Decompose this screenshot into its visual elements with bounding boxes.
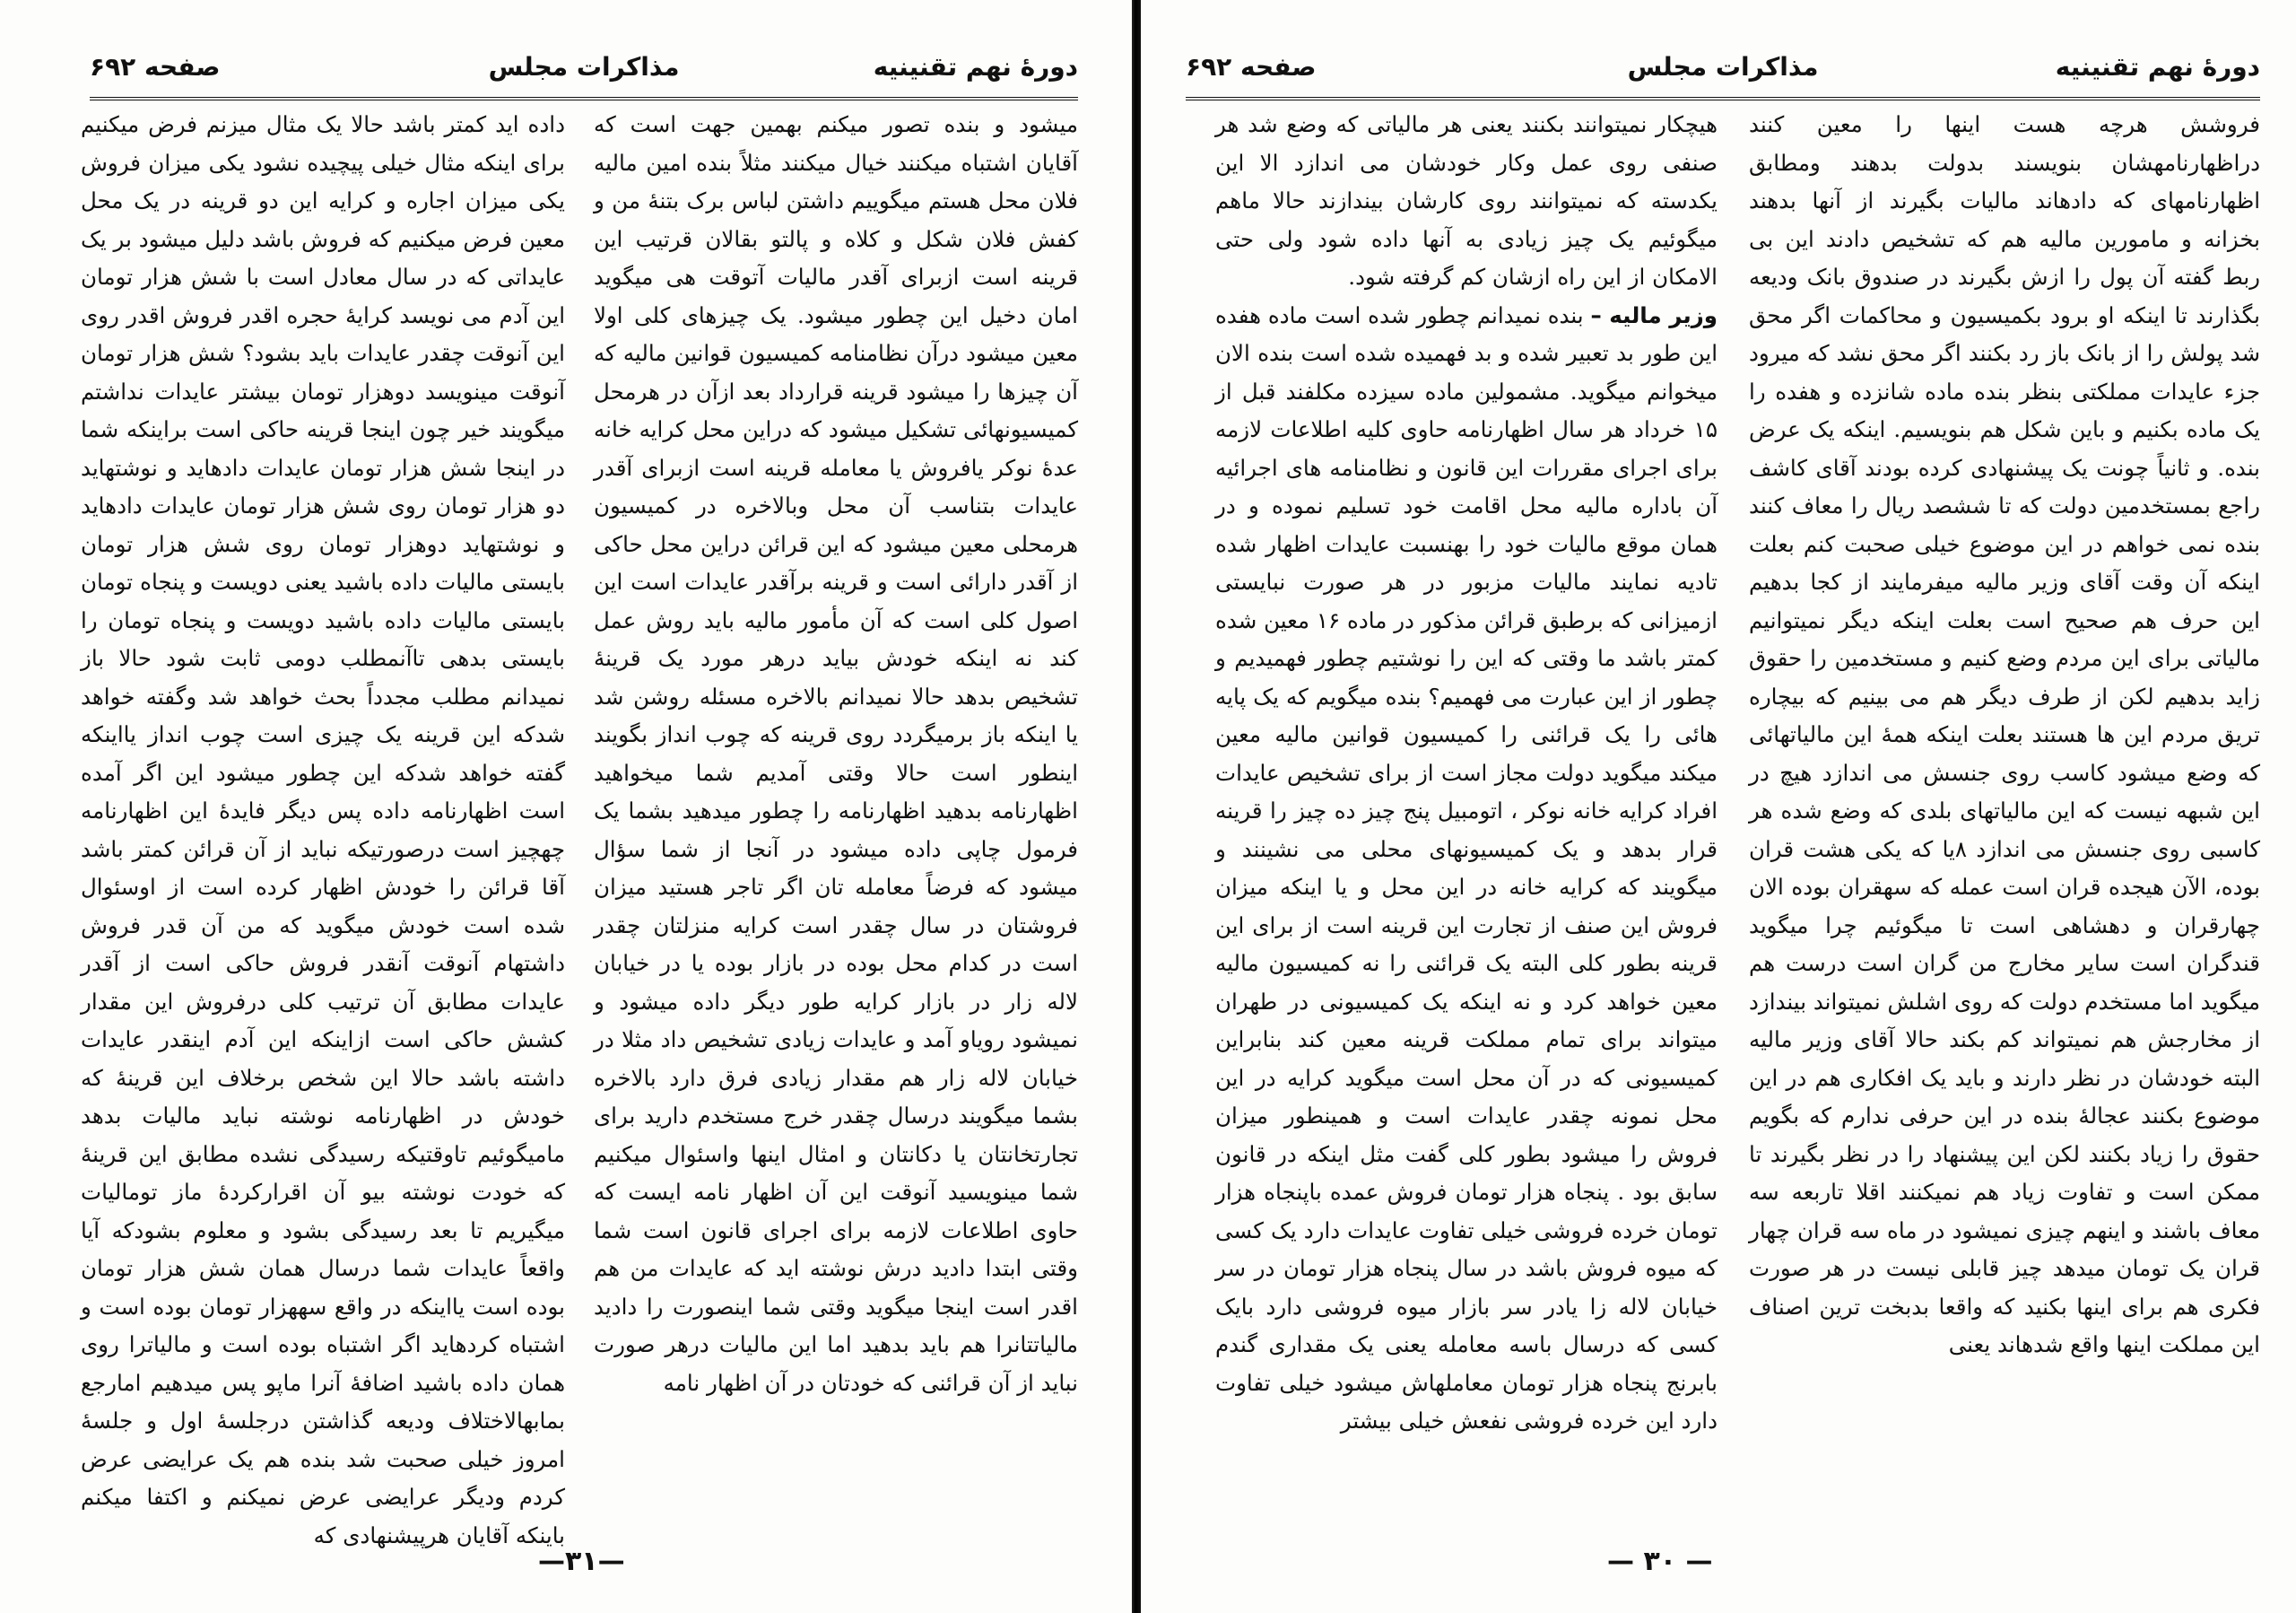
- right-header-page-label: صفحه ۶۹۲: [1186, 52, 1317, 82]
- right-header-title: مذاکرات مجلس: [1627, 52, 1819, 82]
- right-page-header: [1186, 47, 2260, 100]
- left-page-column-right: [594, 106, 1078, 1532]
- right-page-column-right: [1749, 106, 2260, 1532]
- left-page-number: —٣١—: [538, 1546, 625, 1577]
- right-page-number: — ٣٠ —: [1607, 1546, 1713, 1577]
- left-header-title: مذاکرات مجلس: [488, 52, 680, 82]
- left-header-page-label: صفحه ۶۹۲: [90, 52, 221, 82]
- left-page: [0, 0, 1132, 1613]
- speaker-name: وزیر مالیه –: [1590, 301, 1718, 328]
- speech-body: بنده نمیدانم چطور شده است ماده هفده این طور بد تعبیر شده و بد فهمیده شده است بنده الان میخوانم میگوید. مشمولین ماده سیزده مکلفند قبل از ۱۵ خرداد هر سال اظهارنامه حاوی کلیه اطلاعات لازمه برای اجرای مقررات این قانون و نظامنامه های اجرائیه آن باداره مالیه محل اقامت خود تسلیم نموده و در همان موقع مالیات خود را بهنسبت عایدات اظهار شده تادیه نمایند مالیات مزبور در هر صورت نبایستی ازمیزانی که برطبق قرائن مذکور در ماده ۱۶ معین شده کمتر باشد ما وقتی که این را نوشتیم چطور فهمیدیم و چطور از این عبارت می فهمیم؟ بنده میگویم که یک پایه هائی را یک قرائنی را کمیسیون قوانین مالیه معین میکند میگوید دولت مجاز است از برای تشخیص عایدات افراد کرایه خانه نوکر ، اتومبیل پنج چیز ده چیز را قرینه قرار بدهد و یک کمیسیونهای محلی می نشینند و میگویند که کرایه خانه در این محل و یا اینکه میزان فروش این صنف از تجارت این قرینه است از برای این قرینه بطور کلی البته یک قرائنی را نه کمیسیون مالیه معین خواهد کرد و نه اینکه یک کمیسیونی در طهران میتواند برای تمام مملکت قرینه معین کند بنابراین کمیسیونی که در آن محل است میگوید کرایه در این محل نمونه چقدر عایدات است و همینطور میزان فروش را میشود بطور کلی گفت مثل اینکه در قانون سابق بود . پنجاه هزار تومان فروش عمده باپنجاه هزار تومان خرده فروشی خیلی تفاوت عایدات دارد یک کسی که میوه فروش باشد در سال پنجاه هزار تومان در سر خیابان لاله زا یادر سر بازار میوه فروشی دارد بایک کسی که درسال باسه معامله یعنی یک مقداری گندم بابرنج پنجاه هزار تومان معاملهاش میشود خیلی تفاوت دارد این خرده فروشی نفعش خیلی بیشتر: [1215, 301, 1718, 1434]
- left-page-header: [90, 47, 1078, 100]
- right-page: [1141, 0, 2296, 1613]
- right-page-column-left: [1215, 106, 1718, 1532]
- left-page-column-left: [81, 106, 565, 1548]
- right-header-session: دورهٔ نهم تقنینیه: [2055, 52, 2260, 82]
- right-column-left-speech: [1215, 297, 1718, 1441]
- left-column-right-text: میشود و بنده تصور میکنم بهمین جهت است که آقایان اشتباه میکنند خیال میکنند مثلاً بنده امین مالیه فلان محل هستم میگوییم داشتن لباس برک بتنهٔ من و کفش فلان شکل و کلاه و پالتو بقالان قرتیب این قرینه است ازبرای آقدر مالیات آتوقت هی میگوید امان دخیل این چطور میشود. یک چیزهای کلی اولا معین میشود درآن نظامنامه کمیسیون قوانین مالیه که آن چیزها را میشود قرینه قرارداد بعد ازآن در هرمحل کمیسیونهائی تشکیل میشود که دراین محل کرایه خانه عدهٔ نوکر یافروش یا معامله قرینه است ازبرای آقدر عایدات بتناسب آن محل وبالاخره در کمیسیون هرمحلی معین میشود که این قرائن دراین محل حاکی از آقدر دارائی است و قرینه برآقدر عایدات است این اصول کلی است که آن مأمور مالیه باید روش عمل کند نه اینکه خودش بیاید درهر مورد یک قرینهٔ تشخیص بدهد حالا نمیدانم بالاخره مسئله روشن شد یا اینکه باز برمیگردد روی قرینه که چوب انداز بگویند اینطور است حالا وقتی آمدیم شما میخواهید اظهارنامه بدهید اظهارنامه را چطور میدهید بشما یک فرمول چاپی داده میشود در آنجا از شما سؤال میشود که فرضاً معامله تان اگر تاجر هستید میزان فروشتان در سال چقدر است کرایه منزلتان چقدر است در کدام محل بوده در بازار بوده یا در خیابان لاله زار در بازار کرایه طور دیگر داده میشود و نمیشود رویاو آمد و عایدات زیادی تشخیص داد مثلا در خیابان لاله زار هم مقدار زیادی فرق دارد بالاخره بشما میگویند درسال چقدر خرج مستخدم دارید برای تجارتخانتان یا دکانتان و امثال اینها واسئوال میکنیم شما مینویسید آنوقت این آن اظهار نامه ایست که حاوی اطلاعات لازمه برای اجرای قانون است شما وقتی ابتدا دادید درش نوشته اید که عایدات من هم اقدر است اینجا میگوید وقتی شما اینصورت را دادید مالیاتتانرا هم باید بدهید اما این مالیات درهر صورت نباید از آن قرائنی که خودتان در آن اظهار نامه: [594, 111, 1078, 1396]
- left-column-left-text: داده اید کمتر باشد حالا یک مثال میزنم فرض میکنیم برای اینکه مثال خیلی پیچیده نشود یکی میزان فروش یکی میزان اجاره و کرایه این دو قرینه در یک محل معین فرض میکنیم که فروش باشد دلیل میشود بر یک عایداتی که در سال معادل است با شش هزار تومان این آدم می نویسد کرایهٔ حجره اقدر فروش اقدر روی این آنوقت چقدر عایدات باید بشود؟ شش هزار تومان آنوقت مینویسد دوهزار تومان بیشتر عایدات نداشتم میگویند خیر چون اینجا قرینه حاکی است براینکه شما در اینجا شش هزار تومان عایدات دادهاید و نوشتهاید دو هزار تومان روی شش هزار تومان عایدات دادهاید و نوشتهاید دوهزار تومان روی شش هزار تومان بایستی مالیات داده باشید یعنی دویست و پنجاه تومان بایستی مالیات داده باشید دویست و پنجاه تومان را بایستی بدهی تاآنمطلب دومی ثابت شود حالا باز نمیدانم مطلب مجدداً بحث خواهد شد وگفته خواهد شدکه این قرینه یک چیزی است چوب انداز یااینکه گفته خواهد شدکه این چطور میشود این اگر آمده است اظهارنامه داده پس دیگر فایدهٔ این اظهارنامه چهچیز است درصورتیکه نباید از آن قرائن کمتر باشد آقا قرائن را خودش اظهار کرده است از اوسئوال شده است خودش میگوید که من آن قدر فروش داشتهام آنوقت آنقدر فروش حاکی است از آقدر عایدات مطابق آن ترتیب کلی درفروش این مقدار کشش حاکی است ازاینکه این آدم اینقدر عایدات داشته باشد حالا این شخص برخلاف این قرینهٔ که خودش در اظهارنامه نوشته نباید مالیات بدهد مامیگوئیم تاوقتیکه رسیدگی نشده مطابق این قرینهٔ که خودت نوشته بیو آن اقرارکردهٔ ماز تومالیات میگیریم تا بعد رسیدگی بشود و معلوم بشودکه آیا واقعاً عایدات شما درسال همان شش هزار تومان بوده است یااینکه در واقع سههزار تومان بوده است و اشتباه کردهاید اگر اشتباه بوده است و مالیاترا روی همان داده باشید اضافهٔ آنرا ماپو پس میدهیم امارجع بمابهالاختلاف ودیعه گذاشتن درجلسهٔ اول و جلسهٔ امروز خیلی صحبت شد بنده هم یک عرایضی عرض کردم ودیگر عرایضی عرض نمیکنم و اکتفا میکنم باینکه آقایان هرپیشنهادی که: [81, 111, 565, 1548]
- left-header-session: دورهٔ نهم تقنینیه: [873, 52, 1078, 82]
- right-column-left-intro: هیچکار نمیتوانند بکنند یعنی هر مالیاتی که وضع شد هر صنفی روی عمل وکار خودشان می اندازد الا این یکدسته که نمیتوانند روی کارشان بیندازند حالا ماهم میگوئیم یک چیز زیادی به آنها داده شود ولی حتی الامکان از این راه ازشان کم گرفته شود.: [1215, 111, 1718, 290]
- book-gutter: [1132, 0, 1141, 1613]
- right-column-right-text: فروشش هرچه هست اینها را معین کنند دراظهارنامهشان بنویسند بدولت بدهند ومطابق اظهارنامهای که دادهاند مالیات بگیرند از آنها بدهند بخزانه و مامورین مالیه هم که تشخیص دادند این بی ربط گفته آن پول را ازش بگیرند در صندوق بانک ودیعه بگذارند تا اینکه او برود بکمیسیون و محاکمات اگر محق شد پولش را از بانک باز رد بکنند اگر محق نشد که میرود جزء عایدات مملکتی بنظر بنده ماده شانزده و هفده را یک ماده بکنیم و باین شکل هم بنویسیم. اینکه یک عرض بنده. و ثانیاً چونت یک پیشنهادی کرده بودند آقای کاشف راجع بمستخدمین دولت که تا ششصد ریال را معاف کنند بنده نمی خواهم در این موضوع خیلی صحبت کنم بعلت اینکه آن وقت آقای وزیر مالیه میفرمایند از کجا بدهیم این حرف هم صحیح است بعلت اینکه دیگر نمیتوانیم مالیاتی برای این مردم وضع کنیم و مستخدمین را حقوق زاید بدهیم لکن از طرف دیگر هم می بینیم که بیچاره تریق مردم این ها هستند بعلت اینکه همهٔ این مالیاتهائی که وضع میشود کاسب روی جنسش می اندازد هیچ در این شبهه نیست که این مالیاتهای بلدی که وضع شده هر کاسبی روی جنسش می اندازد ۸یا که یکی هشت قران بوده، الآن هیجده قران است عمله که سهقران بوده الان چهارقران و دهشاهی است تا میگوئیم چرا میگوید قندگران است سایر مخارج من گران است درست هم میگوید اما مستخدم دولت که روی اشلش نمیتواند بیندازد از مخارجش هم نمیتواند کم بکند حالا آقای وزیر مالیه البته خودشان در نظر دارند و باید یک افکاری هم در این موضوع بکنند عجالهٔ بنده در این حرفی ندارم که بگویم حقوق را زیاد بکنند لکن این پیشنهاد را در نظر بگیرند تا ممکن است و تفاوت زیاد هم نمیکنند اقلا تاربعه سه معاف باشند و اینهم چیزی نمیشود در ماه سه قران چهار قران یک تومان میدهد چیز قابلی نیست در هر صورت فکری هم برای اینها بکنید که واقعا بدبخت ترین اصناف این مملکت اینها واقع شدهاند یعنی: [1749, 111, 2260, 1357]
